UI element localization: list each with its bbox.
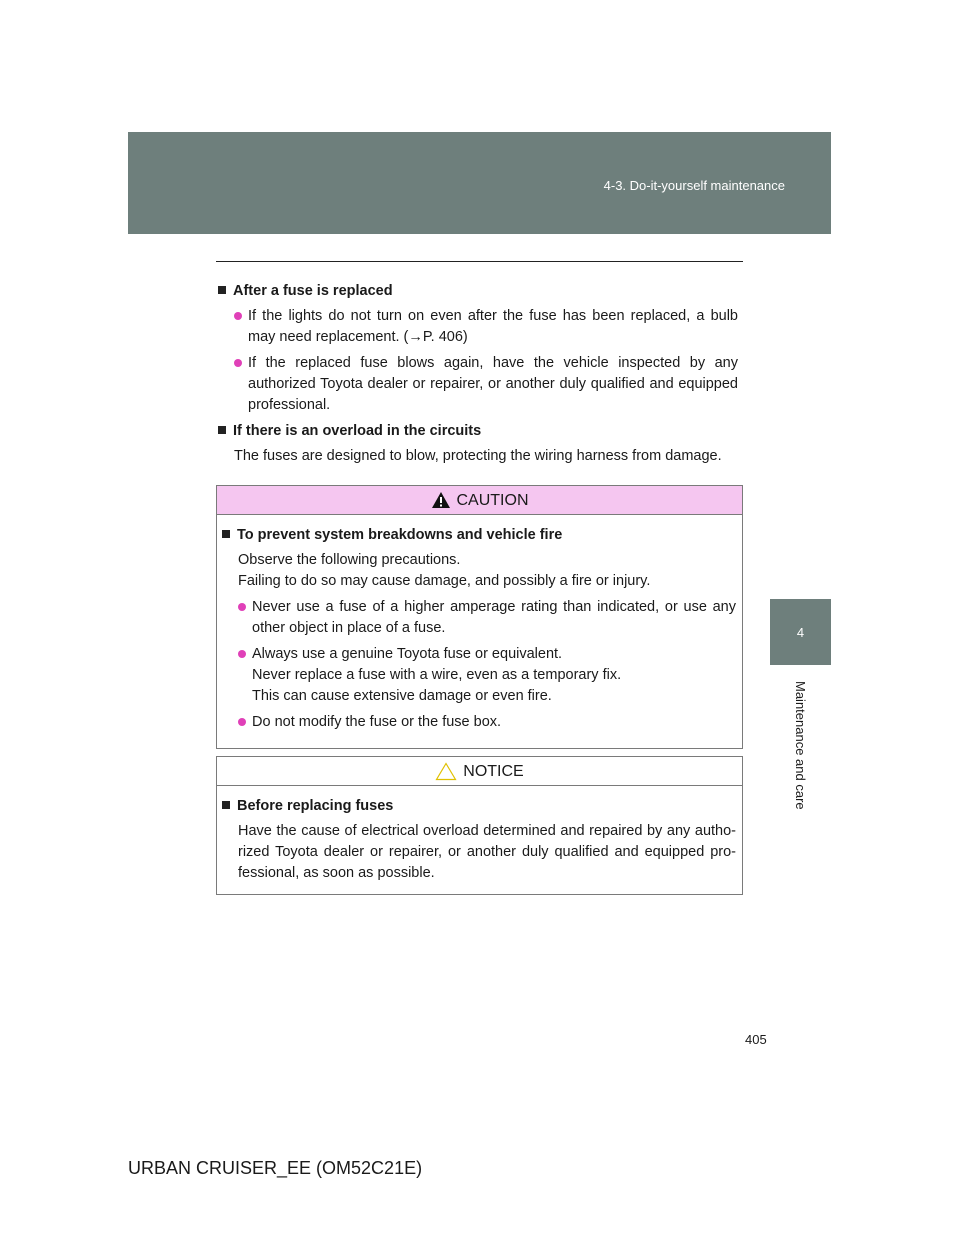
list-item: If the replaced fuse blows again, have the vehicle inspected by any authorized Toyota dealer or repairer, or another duly qualified and equipped professional.	[234, 353, 738, 416]
list-item: Always use a genuine Toyota fuse or equivalent. Never replace a fuse with a wire, even as a temporary fix. This can cause extensive damage or even fire.	[238, 644, 736, 707]
overload-text: The fuses are designed to blow, protecting the wiring harness from damage.	[234, 448, 722, 464]
caution-box	[216, 485, 743, 749]
page-number: 405	[745, 1032, 767, 1047]
bullet-dot-icon	[234, 312, 242, 320]
caution-body	[217, 515, 742, 748]
bullet-dot-icon	[238, 650, 246, 658]
square-bullet-icon	[218, 426, 226, 434]
caution-outline-icon	[435, 762, 457, 781]
footer-code: URBAN CRUISER_EE (OM52C21E)	[128, 1158, 423, 1178]
chapter-tab-label	[770, 670, 831, 820]
bullet-dot-icon	[238, 718, 246, 726]
notice-header: NOTICE	[217, 757, 742, 786]
main-content	[218, 281, 738, 467]
section-title: 4-3. Do-it-yourself maintenance	[603, 178, 785, 193]
header-band	[128, 132, 831, 234]
square-bullet-icon	[222, 801, 230, 809]
heading-overload: If there is an overload in the circuits	[218, 421, 738, 442]
list-item: If the lights do not turn on even after the fuse has been replaced, a bulb may need replacement. (→P. 406)	[234, 306, 738, 348]
notice-text: Have the cause of electrical overload determined and repaired by any autho-rized Toyota dealer or repairer, or another duly qualified and equipped pro-fessional, as soon as possible.	[238, 823, 736, 881]
warning-icon	[431, 491, 451, 509]
square-bullet-icon	[218, 286, 226, 294]
bullet-dot-icon	[238, 603, 246, 611]
top-rule	[216, 261, 743, 262]
caution-title: To prevent system breakdowns and vehicle fire	[222, 525, 736, 546]
chapter-tab-number: 4	[770, 599, 831, 665]
list-item: Do not modify the fuse or the fuse box.	[238, 712, 736, 733]
heading-fuse-replaced: After a fuse is replaced	[218, 281, 738, 302]
notice-title: Before replacing fuses	[222, 796, 736, 817]
chapter-tab-label-text: Maintenance and care	[793, 680, 808, 810]
caution-intro: Observe the following precautions. Failing to do so may cause damage, and possibly a fire or injury.	[238, 552, 651, 589]
notice-box	[216, 756, 743, 895]
caution-header: CAUTION	[217, 486, 742, 515]
list-item: Never use a fuse of a higher amperage rating than indicated, or use any other object in place of a fuse.	[238, 597, 736, 639]
bullet-dot-icon	[234, 359, 242, 367]
square-bullet-icon	[222, 530, 230, 538]
notice-body	[217, 786, 742, 894]
